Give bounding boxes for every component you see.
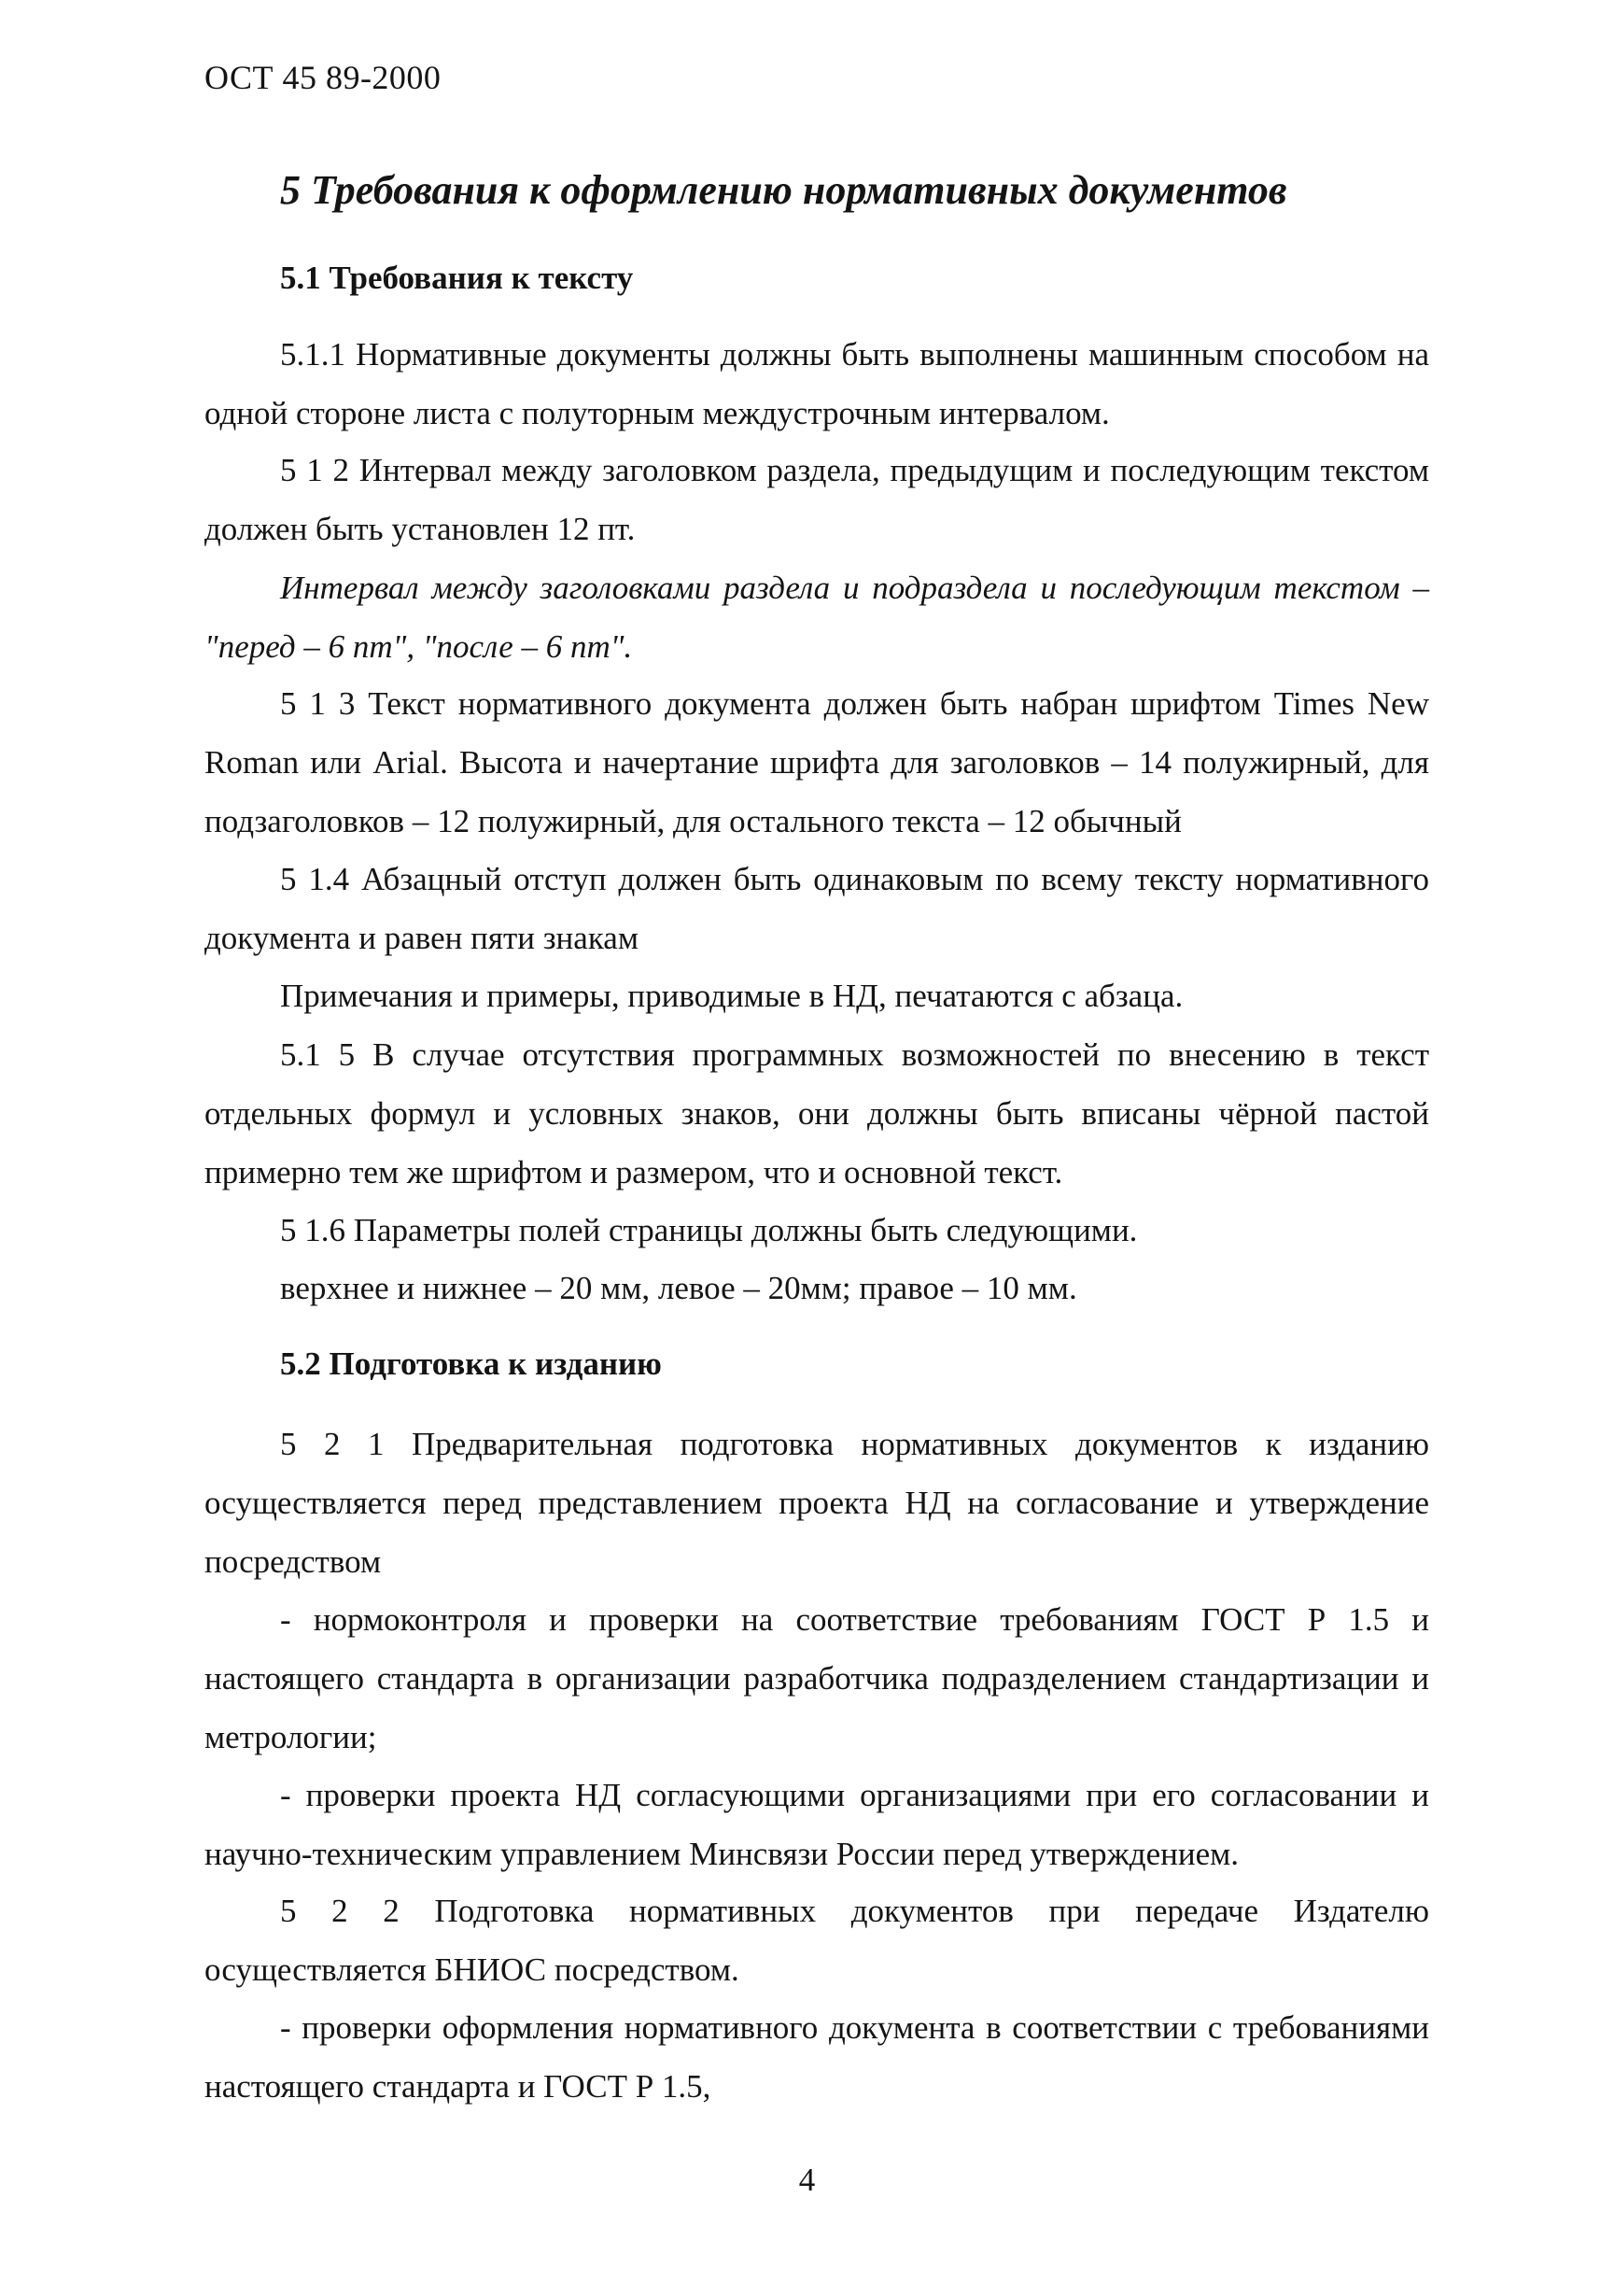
paragraph-5-1-5: 5.1 5 В случае отсутствия программных возможностей по внесению в текст отдельных формул и условных знаков, они должны быть вписаны чёрной пастой примерно тем же шрифтом и размером, что и основной текст. [204, 1036, 1429, 1190]
subsection-heading-5-2: 5.2 Подготовка к изданию [280, 1345, 662, 1382]
document-code: ОСТ 45 89-2000 [204, 59, 442, 96]
paragraph-5-2-2: 5 2 2 Подготовка нормативных документов при передаче Издателю осуществляется БНИОС посредством. [204, 1893, 1429, 1988]
paragraph-5-1-2-note: Интервал между заголовками раздела и подраздела и последующим текстом – "перед – 6 пт", "после – 6 пт". [204, 570, 1429, 665]
paragraph-5-1-3: 5 1 3 Текст нормативного документа должен быть набран шрифтом Times New Roman или Arial. Высота и начертание шрифта для заголовков – 14 полужирный, для подзаголовков – 12 полужирный, для остального текста – 12 обычный [204, 685, 1429, 839]
page-number: 4 [798, 2162, 816, 2198]
paragraph-5-1-1: 5.1.1 Нормативные документы должны быть выполнены машинным способом на одной стороне листа с полуторным междустрочным интервалом. [204, 336, 1429, 431]
list-item-project-check: - проверки проекта НД согласующими организациями при его согласовании и научно-техническим управлением Минсвязи России перед утверждением. [204, 1777, 1429, 1872]
paragraph-5-1-6: 5 1.6 Параметры полей страницы должны быть следующими. [280, 1212, 1138, 1248]
paragraph-5-2-1: 5 2 1 Предварительная подготовка нормативных документов к изданию осуществляется перед представлением проекта НД на согласование и утверждение посредством [204, 1426, 1429, 1580]
paragraph-5-1-4: 5 1.4 Абзацный отступ должен быть одинаковым по всему тексту нормативного документа и равен пяти знакам [204, 861, 1429, 956]
list-item-formatting-check: - проверки оформления нормативного документа в соответствии с требованиями настоящего стандарта и ГОСТ Р 1.5, [204, 2009, 1429, 2105]
subsection-heading-5-1: 5.1 Требования к тексту [280, 260, 634, 296]
paragraph-5-1-4-note: Примечания и примеры, приводимые в НД, печатаются с абзаца. [280, 978, 1184, 1014]
paragraph-5-1-2: 5 1 2 Интервал между заголовком раздела, предыдущим и последующим текстом должен быть установлен 12 пт. [204, 452, 1429, 547]
list-item-normocontrol: - нормоконтроля и проверки на соответствие требованиям ГОСТ Р 1.5 и настоящего стандарта в организации разработчика подразделением стандартизации и метрологии; [204, 1601, 1429, 1755]
paragraph-5-1-6-values: верхнее и нижнее – 20 мм, левое – 20мм; правое – 10 мм. [280, 1270, 1077, 1306]
section-heading: 5 Требования к оформлению нормативных документов [280, 167, 1287, 213]
